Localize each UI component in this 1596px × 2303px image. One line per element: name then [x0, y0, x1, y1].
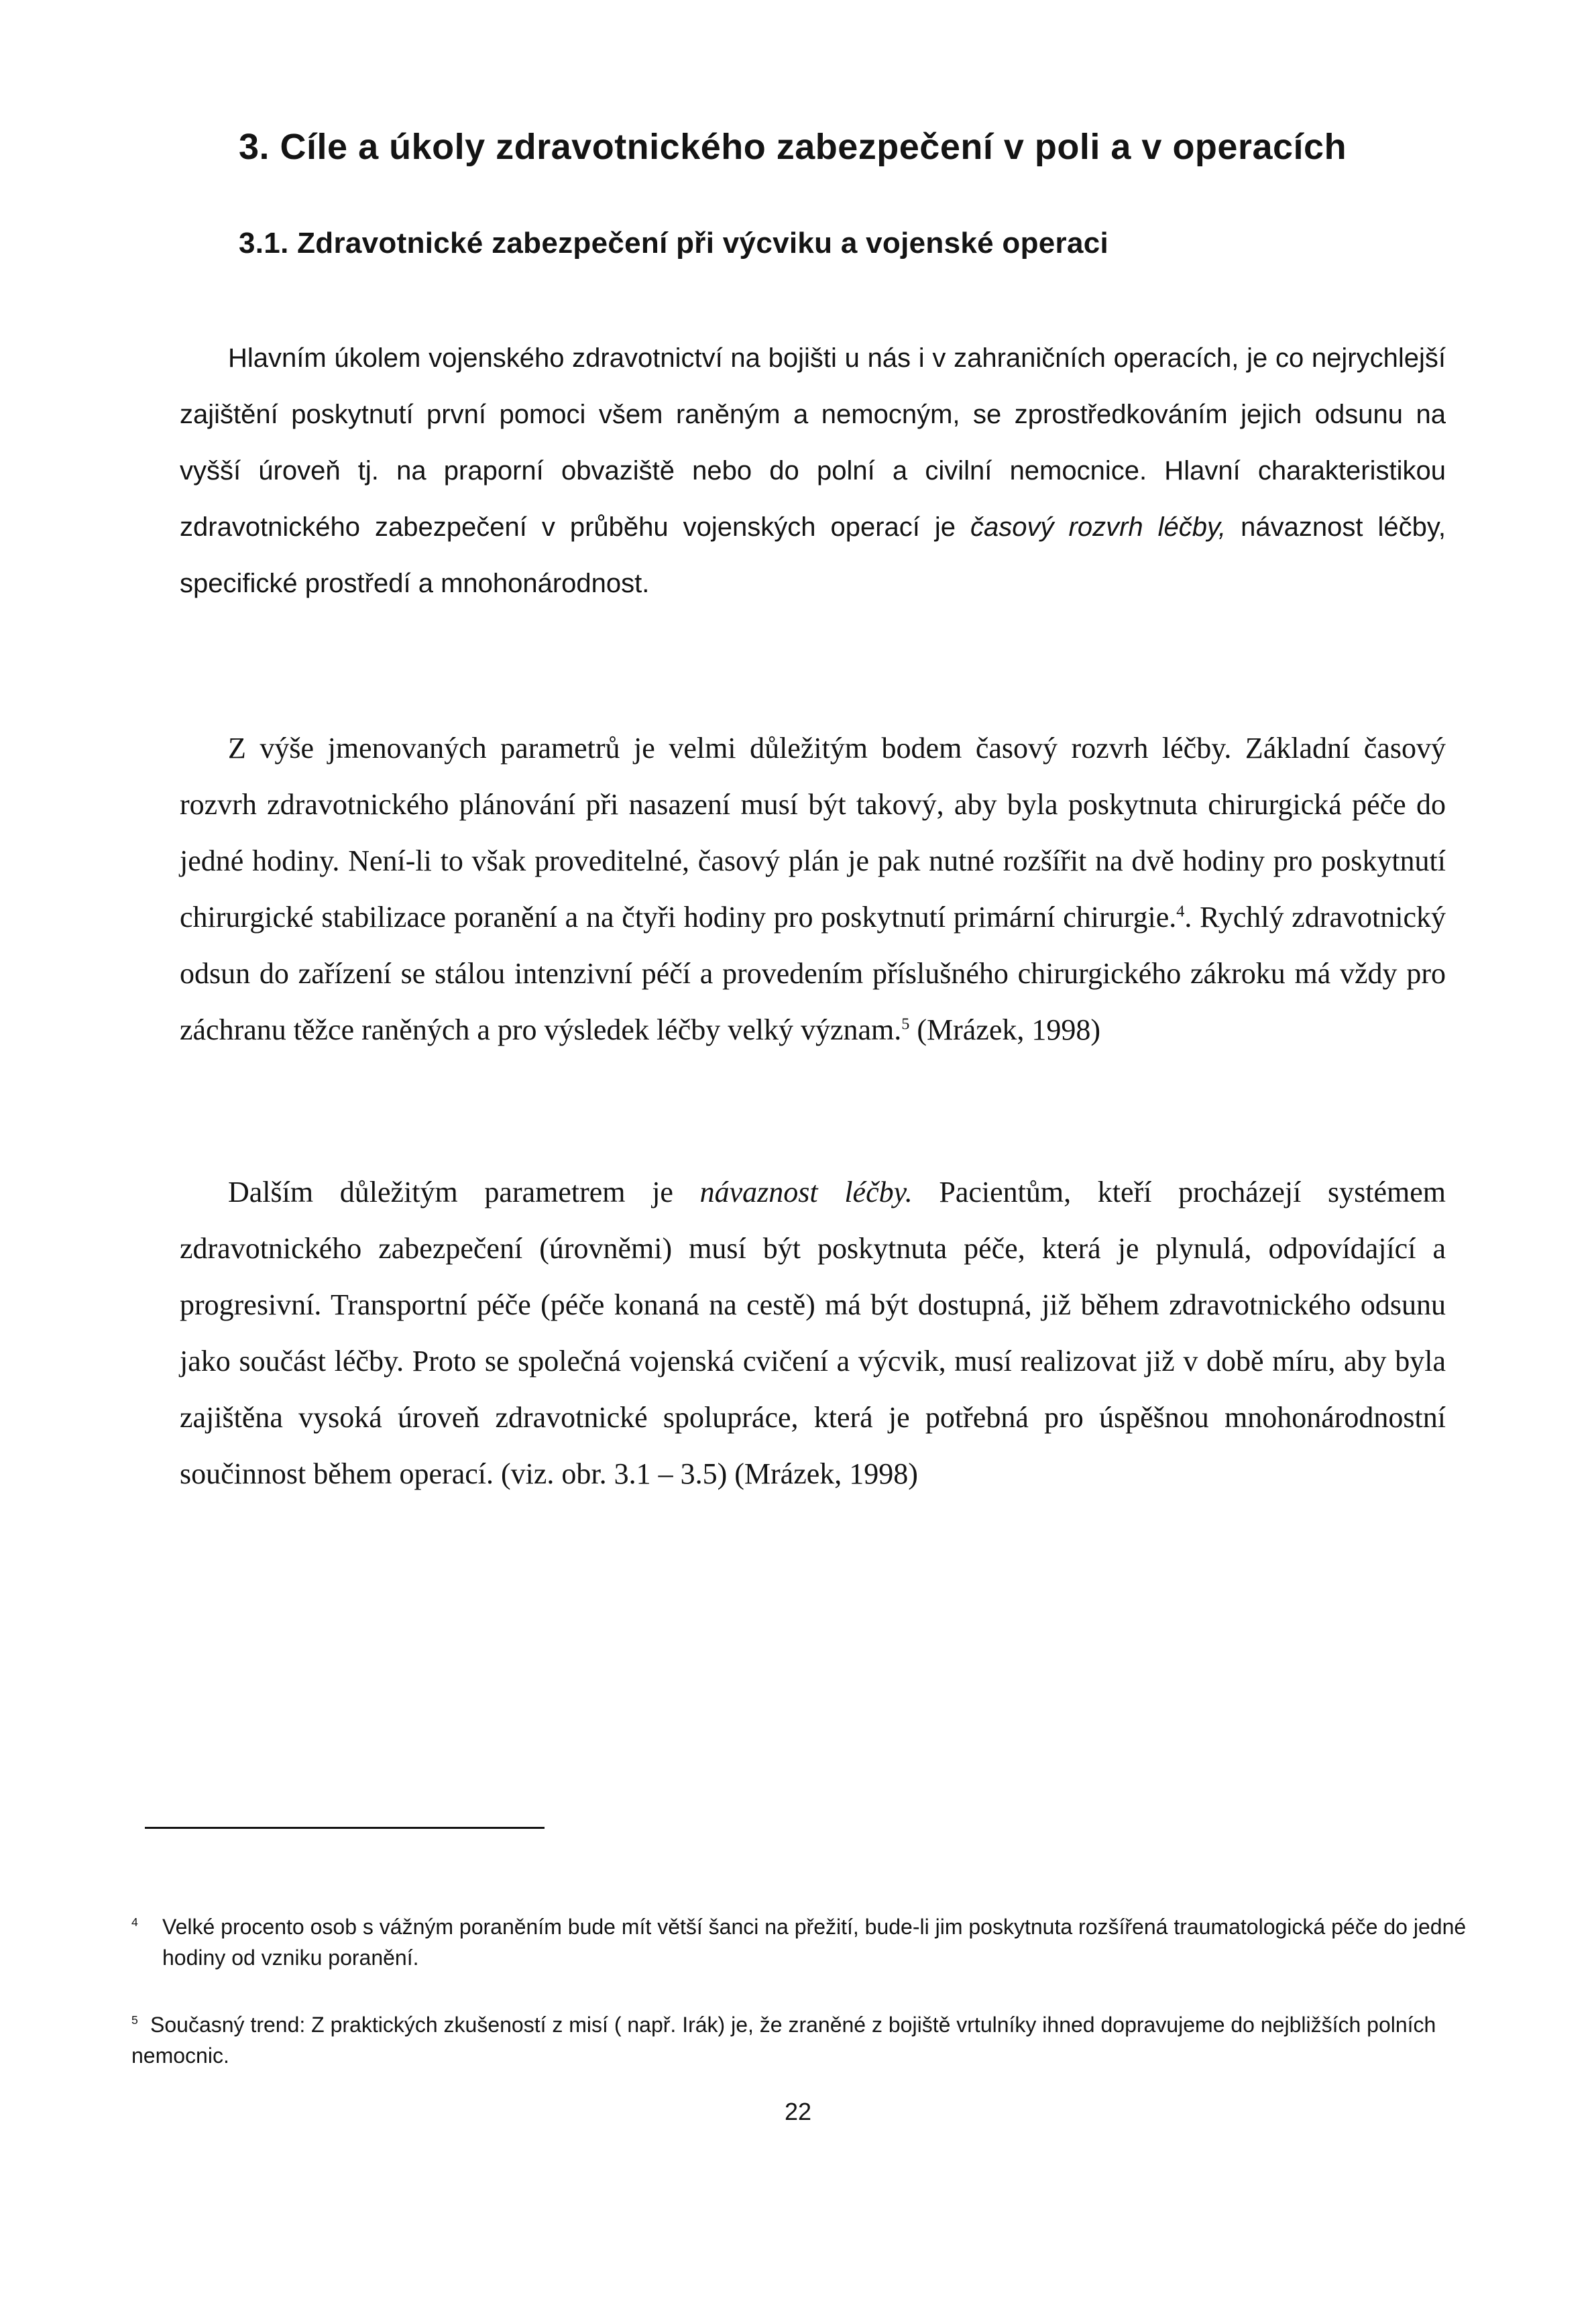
paragraph-2-text-c: (Mrázek, 1998): [909, 1013, 1101, 1046]
footnote-ref-5[interactable]: 5: [901, 1015, 910, 1033]
paragraph-1: [180, 330, 1446, 612]
paragraph-3: [180, 1164, 1446, 1502]
paragraph-2: [180, 720, 1446, 1058]
footnote-ref-4[interactable]: 4: [1176, 902, 1185, 921]
paragraph-3-emphasis: návaznost léčby.: [699, 1176, 913, 1209]
footnote-4: $^4$ Velké procento osob s vážným poraněním bude mít větší šanci na přežití, bude-li jim poskytnuta rozšířená traumatologická péče do jedné hodiny od vzniku poranění.: [131, 1915, 1467, 1970]
paragraph-1-text-a: Hlavním úkolem vojenského zdravotnictví na bojišti u nás i v zahraničních operacích, je co nejrychlejší zajištění poskytnutí první pomoci všem raněným a nemocným, se zprostředkováním jejich odsunu na vyšší úroveň tj. na praporní obvaziště nebo do polní a civilní nemocnice. Hlavní charakteristikou zdravotnického zabezpečení v průběhu vojenských operací je: [180, 343, 1446, 542]
paragraph-1-text-b: návaznost léčby, specifické prostředí a mnohonárodnost.: [180, 512, 1446, 598]
page-number: 22: [784, 2098, 812, 2125]
paragraph-2-text-b: . Rychlý zdravotnický odsun do zařízení se stálou intenzivní péčí a provedením příslušného chirurgického zákroku má vždy pro záchranu těžce raněných a pro výsledek léčby velký význam.: [180, 901, 1446, 1046]
paragraph-3-text-b: Pacientům, kteří procházejí systémem zdravotnického zabezpečení (úrovněmi) musí být poskytnuta péče, která je plynulá, odpovídající a progresivní. Transportní péče (péče konaná na cestě) má být dostupná, již během zdravotnického odsunu jako součást léčby. Proto se společná vojenská cvičení a výcvik, musí realizovat již v době míru, aby byla zajištěna vysoká úroveň zdravotnické spolupráce, která je potřebná pro úspěšnou mnohonárodnostní součinnost během operací. (viz. obr. 3.1 – 3.5) (Mrázek, 1998): [180, 1176, 1446, 1490]
paragraph-3-text-a: Dalším důležitým parametrem je: [228, 1176, 700, 1209]
footnote-5-text: Současný trend: Z praktických zkušeností z misí ( např. Irák) je, že zraněné z bojiště vrtulníky ihned dopravujeme do nejbližších polních nemocnic.: [131, 2013, 1436, 2068]
footnote-separator: [145, 1827, 545, 1829]
paragraph-1-emphasis: časový rozvrh léčby,: [970, 512, 1227, 542]
paragraph-2-text-a: Z výše jmenovaných parametrů je velmi důležitým bodem časový rozvrh léčby. Základní časový rozvrh zdravotnického plánování při nasazení musí být takový, aby byla poskytnuta chirurgická péče do jedné hodiny. Není-li to však proveditelné, časový plán je pak nutné rozšířit na dvě hodiny pro poskytnutí chirurgické stabilizace poranění a na čtyři hodiny pro poskytnutí primární chirurgie.: [180, 732, 1446, 934]
section-heading: 3.1. Zdravotnické zabezpečení při výcviku a vojenské operaci: [239, 227, 1109, 260]
footnote-5: $^5$ Současný trend: Z praktických zkušeností z misí ( např. Irák) je, že zraněné z bojiště vrtulníky ihned dopravujeme do nejbližších polních nemocnic.: [131, 2013, 1436, 2068]
chapter-heading: 3. Cíle a úkoly zdravotnického zabezpečení v poli a v operacích: [239, 127, 1347, 167]
footnote-4-text: Velké procento osob s vážným poraněním bude mít větší šanci na přežití, bude-li jim poskytnuta rozšířená traumatologická péče do jedné hodiny od vzniku poranění.: [162, 1915, 1467, 1970]
